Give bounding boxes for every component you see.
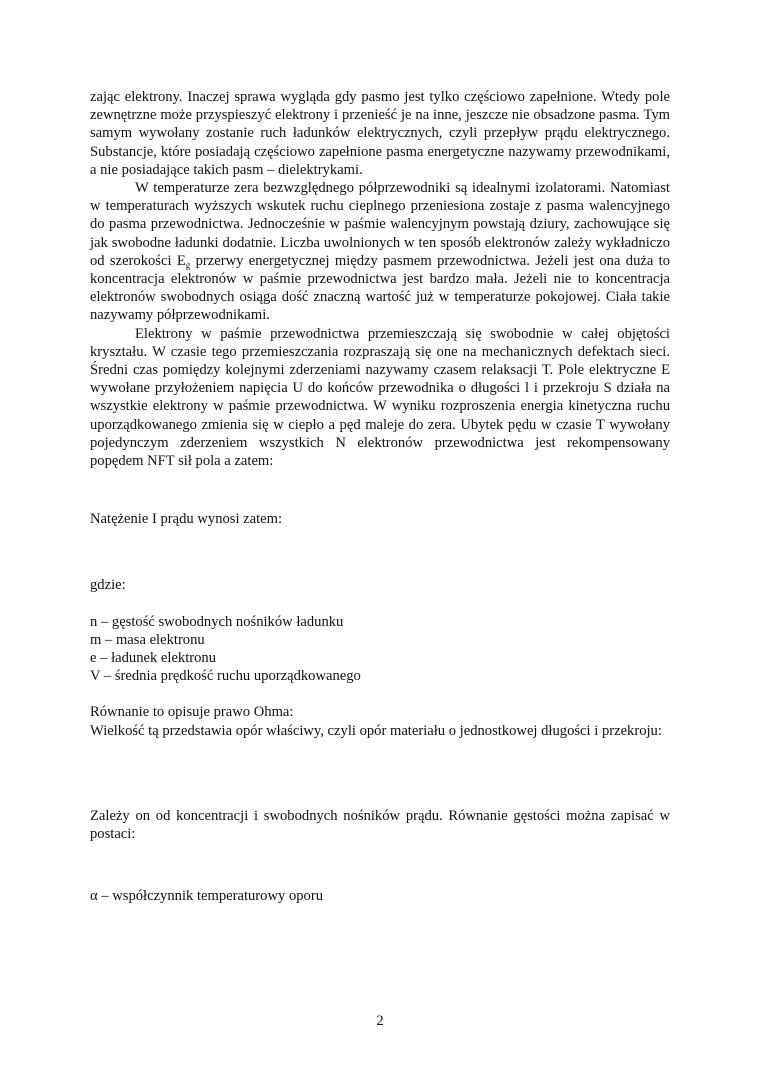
- paragraph-semiconductors: [90, 179, 670, 325]
- formula-placeholder-resistivity: [90, 740, 670, 807]
- spacer: [90, 595, 670, 613]
- subscript-g: g: [185, 259, 191, 270]
- definition-item-v: V – średnia prędkość ruchu uporządkowanego: [90, 668, 361, 685]
- paragraph-current-intro: Natężenie I prądu wynosi zatem:: [90, 511, 283, 528]
- document-page: [90, 88, 670, 906]
- paragraph-semiconductors-text-a: W temperaturze zera bezwzględnego półprzewodniki są idealnymi izolatorami. Natomiast w temperaturach wyższych wskutek ruchu cieplnego przeniesiona zostaje z pasma walencyjnego do pasma przewodnictwa. Jednocześnie w paśmie walencyjnym powstają dziury, zachowujące się jak swobodne ładunki dodatnie. Liczba uwolnionych w ten sposób elektronów zależy wykładniczo od szerokości E: [90, 180, 670, 269]
- paragraph-semiconductors-text-b: przerwy energetycznej między pasmem przewodnictwa. Jeżeli jest ona duża to koncentracja elektronów w paśmie przewodnictwa jest bardzo mała. Jeżeli nie to koncentracja elektronów swobodnych osiąga dość znaczną wartość już w temperaturze pokojowej. Ciała takie nazywamy półprzewodnikami.: [90, 252, 671, 324]
- paragraph-ohm-law: Równanie to opisuje prawo Ohma:: [90, 704, 294, 721]
- paragraph-where: gdzie:: [90, 577, 126, 594]
- definition-list: [90, 613, 670, 686]
- paragraph-conduction-intro: zając elektrony. Inaczej sprawa wygląda gdy pasmo jest tylko częściowo zapełnione. Wtedy pole zewnętrzne może przyspieszyć elektrony i przenieść je na inne, jeszcze nie obsadzone pasma. Tym samym wywołany zostanie ruch ładunków elektrycznych, czyli przepływ prądu elektrycznego. Substancje, które posiadają częściowo zapełnione pasma energetyczne nazywamy przewodnikami, a nie posiadające takich pasm – dielektrykami.: [90, 89, 670, 178]
- paragraph-electron-scattering: Elektrony w paśmie przewodnictwa przemieszczają się swobodnie w całej objętości kryształu. W czasie tego przemieszczania rozpraszają się one na mechanicznych defektach sieci. Średni czas pomiędzy kolejnymi zderzeniami nazywamy czasem relaksacji T. Pole elektryczne E wywołane przyłożeniem napięcia U do końców przewodnika o długości l i przekroju S działa na wszystkie elektrony w paśmie przewodnictwa. W wyniku rozproszenia energia kinetyczna ruchu uporządkowanego zmienia się w ciepło a pęd maleje do zera. Ubytek pędu w czasie T wywołany pojedynczym zderzeniem wszystkich N elektronów przewodnictwa jest rekompensowany popędem NFT sił pola a zatem:: [90, 325, 670, 470]
- definition-item-e: e – ładunek elektronu: [90, 650, 217, 667]
- definition-item-m: m – masa elektronu: [90, 631, 205, 648]
- formula-placeholder-density: [90, 843, 670, 887]
- paragraph-density-intro: Zależy on od koncentracji i swobodnych nośników prądu. Równanie gęstości można zapisać w postaci:: [90, 807, 670, 843]
- formula-placeholder-momentum: [90, 470, 670, 510]
- paragraph-alpha-definition: α – współczynnik temperaturowy oporu: [90, 888, 323, 905]
- spacer: [90, 685, 670, 703]
- formula-placeholder-current: [90, 528, 670, 576]
- page-number: 2: [376, 1013, 384, 1029]
- paragraph-resistivity: Wielkość tą przedstawia opór właściwy, czyli opór materiału o jednostkowej długości i przekroju:: [90, 722, 662, 739]
- definition-item-n: n – gęstość swobodnych nośników ładunku: [90, 613, 344, 630]
